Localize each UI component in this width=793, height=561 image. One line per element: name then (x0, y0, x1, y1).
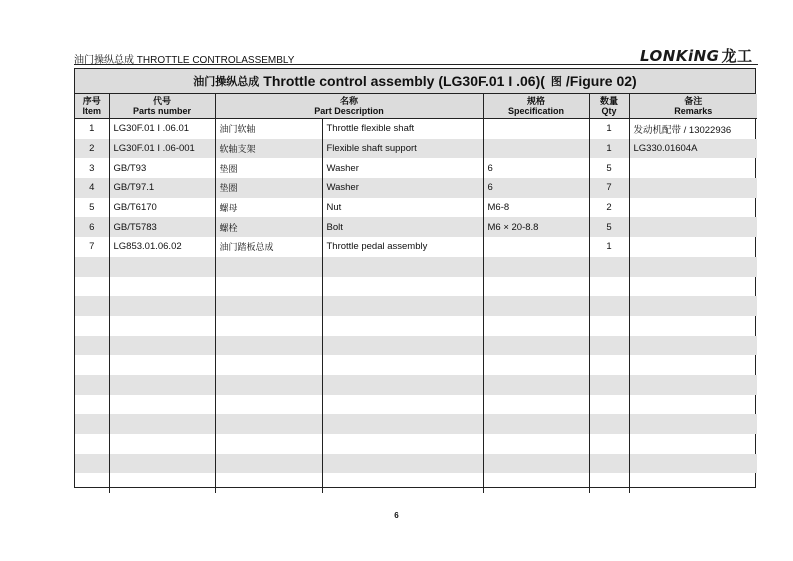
name-cn-cell (215, 395, 322, 415)
item-cell: 2 (75, 139, 109, 159)
qty-cell (589, 414, 629, 434)
title-figure-cn: 图 (550, 76, 562, 88)
part-number-cell (109, 355, 215, 375)
item-cell (75, 355, 109, 375)
qty-cell: 1 (589, 139, 629, 159)
name-en-cell (322, 414, 483, 434)
specification-cell (483, 336, 589, 356)
remarks-cell (629, 217, 757, 237)
specification-cell: 6 (483, 158, 589, 178)
specification-cell (483, 139, 589, 159)
table-row (75, 178, 757, 198)
qty-cell (589, 454, 629, 474)
name-en-cell: Washer (322, 158, 483, 178)
part-number-cell: GB/T6170 (109, 198, 215, 218)
table-row (75, 355, 757, 375)
remarks-cell (629, 473, 757, 493)
name-en-cell: Washer (322, 178, 483, 198)
remarks-cell (629, 237, 757, 257)
column-header-parts-number: 代号 Parts number (109, 94, 215, 119)
name-cn-cell (215, 277, 322, 297)
qty-cell (589, 434, 629, 454)
name-en-cell: Flexible shaft support (322, 139, 483, 159)
part-number-cell: GB/T93 (109, 158, 215, 178)
name-en-cell (322, 355, 483, 375)
name-cn-cell (215, 316, 322, 336)
remarks-cell (629, 158, 757, 178)
qty-cell (589, 296, 629, 316)
table-row (75, 198, 757, 218)
name-cn-cell: 油门软轴 (215, 119, 322, 139)
part-number-cell (109, 414, 215, 434)
column-header-remarks: 备注 Remarks (629, 94, 757, 119)
item-cell: 7 (75, 237, 109, 257)
table-row (75, 336, 757, 356)
specification-cell: 6 (483, 178, 589, 198)
qty-cell (589, 395, 629, 415)
name-cn-cell (215, 296, 322, 316)
item-cell (75, 277, 109, 297)
item-cell (75, 375, 109, 395)
qty-cell (589, 355, 629, 375)
part-number-cell: LG30F.01 I .06.01 (109, 119, 215, 139)
remarks-cell (629, 336, 757, 356)
name-cn-cell (215, 473, 322, 493)
table-row (75, 375, 757, 395)
table-row (75, 119, 757, 139)
name-en-cell (322, 454, 483, 474)
qty-cell: 7 (589, 178, 629, 198)
item-cell: 6 (75, 217, 109, 237)
document-header-title: 油门操纵总成 THROTTLE CONTROLASSEMBLY (74, 55, 295, 66)
table-header-row (75, 94, 757, 119)
name-cn-cell: 垫圈 (215, 158, 322, 178)
name-cn-cell: 螺母 (215, 198, 322, 218)
specification-cell (483, 414, 589, 434)
item-cell: 3 (75, 158, 109, 178)
remarks-cell (629, 395, 757, 415)
table-row (75, 434, 757, 454)
name-cn-cell (215, 257, 322, 277)
item-cell (75, 473, 109, 493)
part-number-cell: LG853.01.06.02 (109, 237, 215, 257)
table-row (75, 395, 757, 415)
part-number-cell (109, 375, 215, 395)
specification-cell (483, 316, 589, 336)
qty-cell: 2 (589, 198, 629, 218)
name-cn-cell: 螺栓 (215, 217, 322, 237)
name-cn-cell (215, 355, 322, 375)
name-cn-cell (215, 434, 322, 454)
name-en-cell (322, 336, 483, 356)
qty-cell (589, 316, 629, 336)
name-en-cell (322, 434, 483, 454)
title-en: Throttle control assembly (LG30F.01 I .06)( (263, 73, 545, 89)
item-cell (75, 454, 109, 474)
name-en-cell (322, 277, 483, 297)
part-number-cell (109, 473, 215, 493)
specification-cell (483, 454, 589, 474)
title-figure-en: /Figure 02) (565, 73, 637, 89)
table-row (75, 316, 757, 336)
remarks-cell (629, 277, 757, 297)
lonking-logo (640, 45, 752, 66)
remarks-cell (629, 316, 757, 336)
name-cn-cell (215, 375, 322, 395)
column-header-description: 名称 Part Description (215, 94, 483, 119)
part-number-cell (109, 277, 215, 297)
remarks-cell (629, 375, 757, 395)
parts-table (75, 94, 757, 493)
item-cell (75, 395, 109, 415)
remarks-cell (629, 257, 757, 277)
specification-cell (483, 119, 589, 139)
table-row (75, 473, 757, 493)
remarks-cell: 发动机配带 / 13022936 (633, 124, 732, 136)
name-cn-cell (215, 414, 322, 434)
specification-cell (483, 257, 589, 277)
name-cn-cell: 垫圈 (215, 178, 322, 198)
part-number-cell (109, 434, 215, 454)
name-en-cell (322, 296, 483, 316)
item-cell: 4 (75, 178, 109, 198)
logo-cn-text: 龙工 (721, 47, 753, 65)
specification-cell (483, 375, 589, 395)
table-row (75, 414, 757, 434)
name-en-cell (322, 375, 483, 395)
qty-cell (589, 473, 629, 493)
remarks-cell (629, 414, 757, 434)
remarks-cell (629, 355, 757, 375)
specification-cell (483, 296, 589, 316)
remarks-cell (629, 434, 757, 454)
logo-text: LONKiNG (640, 47, 720, 65)
specification-cell: M6 × 20-8.8 (483, 217, 589, 237)
table-row (75, 139, 757, 159)
item-cell: 5 (75, 198, 109, 218)
specification-cell (483, 277, 589, 297)
part-number-cell: LG30F.01 I .06-001 (109, 139, 215, 159)
name-en-cell: Throttle flexible shaft (322, 119, 483, 139)
qty-cell: 1 (589, 237, 629, 257)
qty-cell: 5 (589, 158, 629, 178)
column-header-specification: 规格 Specification (483, 94, 589, 119)
table-row (75, 217, 757, 237)
table-row (75, 257, 757, 277)
name-cn-cell: 油门踏板总成 (215, 237, 322, 257)
name-en-cell: Bolt (322, 217, 483, 237)
part-number-cell (109, 316, 215, 336)
name-en-cell: Throttle pedal assembly (322, 237, 483, 257)
specification-cell: M6-8 (483, 198, 589, 218)
part-number-cell (109, 336, 215, 356)
specification-cell (483, 355, 589, 375)
item-cell (75, 296, 109, 316)
part-number-cell (109, 454, 215, 474)
qty-cell (589, 375, 629, 395)
column-header-qty: 数量 Qty (589, 94, 629, 119)
parts-table-body (75, 119, 757, 494)
name-cn-cell (215, 454, 322, 474)
table-row (75, 237, 757, 257)
qty-cell (589, 277, 629, 297)
specification-cell (483, 434, 589, 454)
column-header-item: 序号 Item (75, 94, 109, 119)
qty-cell (589, 257, 629, 277)
part-number-cell (109, 257, 215, 277)
remarks-cell: LG330.01604A (629, 139, 757, 159)
qty-cell: 5 (589, 217, 629, 237)
name-cn-cell (215, 336, 322, 356)
qty-cell: 1 (589, 119, 629, 139)
remarks-cell (629, 198, 757, 218)
table-title (75, 69, 755, 94)
page-number: 6 (394, 511, 399, 520)
part-number-cell (109, 296, 215, 316)
name-en-cell: Nut (322, 198, 483, 218)
specification-cell (483, 237, 589, 257)
remarks-cell (629, 296, 757, 316)
part-number-cell: GB/T97.1 (109, 178, 215, 198)
name-en-cell (322, 316, 483, 336)
qty-cell (589, 336, 629, 356)
specification-cell (483, 395, 589, 415)
item-cell (75, 414, 109, 434)
item-cell (75, 336, 109, 356)
table-row (75, 296, 757, 316)
remarks-cell (629, 454, 757, 474)
item-cell: 1 (75, 119, 109, 139)
table-row (75, 454, 757, 474)
name-cn-cell: 软轴支架 (215, 139, 322, 159)
specification-cell (483, 473, 589, 493)
table-row (75, 158, 757, 178)
name-en-cell (322, 473, 483, 493)
parts-sheet (74, 68, 756, 488)
item-cell (75, 316, 109, 336)
header-divider (74, 64, 758, 65)
remarks-cell (629, 178, 757, 198)
part-number-cell: GB/T5783 (109, 217, 215, 237)
title-cn: 油门操纵总成 (193, 76, 260, 88)
name-en-cell (322, 257, 483, 277)
name-en-cell (322, 395, 483, 415)
table-row (75, 277, 757, 297)
item-cell (75, 257, 109, 277)
item-cell (75, 434, 109, 454)
part-number-cell (109, 395, 215, 415)
